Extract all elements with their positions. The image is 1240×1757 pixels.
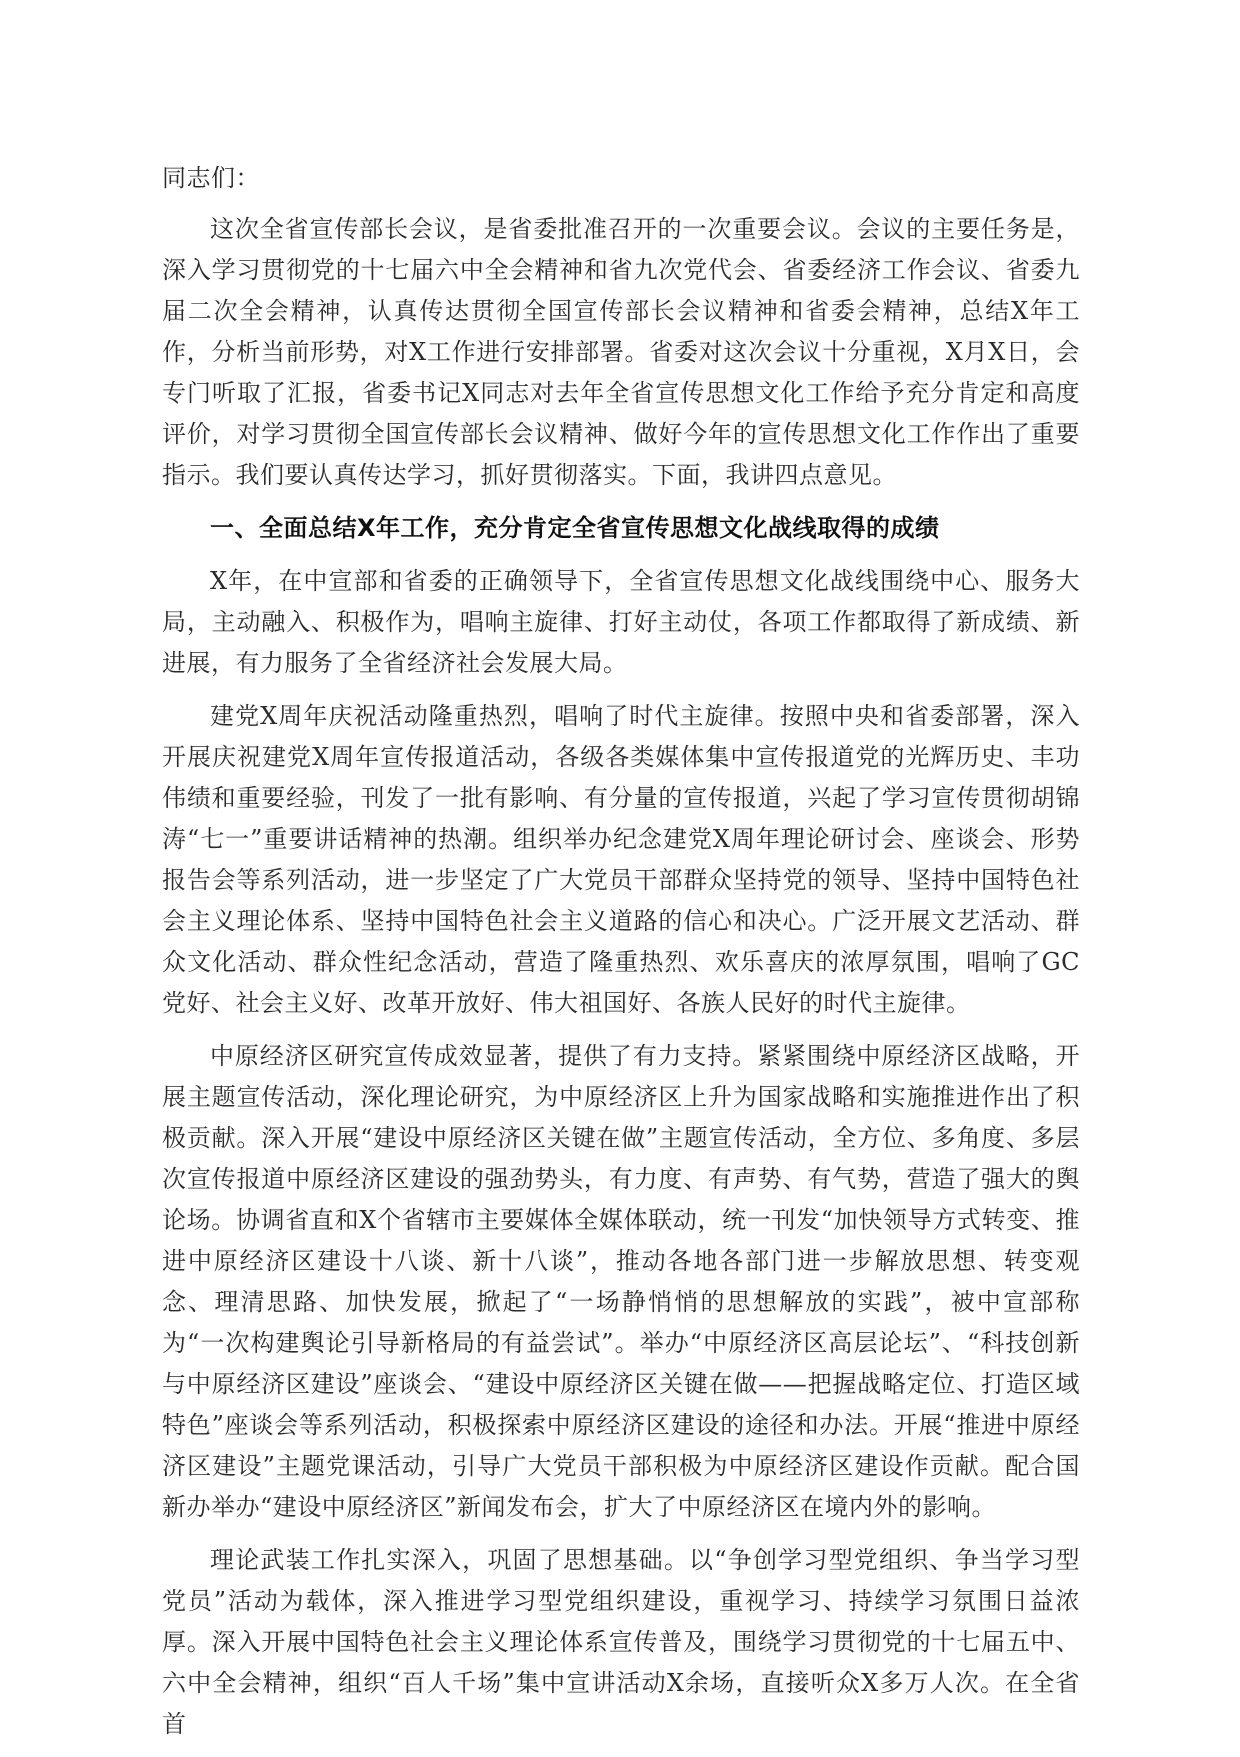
paragraph-intro: 这次全省宣传部长会议，是省委批准召开的一次重要会议。会议的主要任务是，深入学习贯彻党的十七届六中全会精神和省九次党代会、省委经济工作会议、省委九届二次全会精神，认真传达贯彻全国宣传部长会议精神和省委会精神，总结X年工作，分析当前形势，对X工作进行安排部署。省委对这次会议十分重视，X月X日，会专门听取了汇报，省委书记X同志对去年全省宣传思想文化工作给予充分肯定和高度评价，对学习贯彻全国宣传部长会议精神、做好今年的宣传思想文化工作作出了重要指示。我们要认真传达学习，抓好贯彻落实。下面，我讲四点意见。 xyxy=(162,215,1080,489)
paragraph-party-anniversary: 建党X周年庆祝活动隆重热烈，唱响了时代主旋律。按照中央和省委部署，深入开展庆祝建党X周年宣传报道活动，各级各类媒体集中宣传报道党的光辉历史、丰功伟绩和重要经验，刊发了一批有影响、有分量的宣传报道，兴起了学习宣传贯彻胡锦涛“七一”重要讲话精神的热潮。组织举办纪念建党X周年理论研讨会、座谈会、形势报告会等系列活动，进一步坚定了广大党员干部群众坚持党的领导、坚持中国特色社会主义理论体系、坚持中国特色社会主义道路的信心和决心。广泛开展文艺活动、群众文化活动、群众性纪念活动，营造了隆重热烈、欢乐喜庆的浓厚氛围，唱响了GC党好、社会主义好、改革开放好、伟大祖国好、各族人民好的时代主旋律。 xyxy=(162,702,1080,1017)
salutation: 同志们： xyxy=(162,164,260,192)
paragraph-summary: X年，在中宣部和省委的正确领导下，全省宣传思想文化战线围绕中心、服务大局，主动融入、积极作为，唱响主旋律、打好主动仗，各项工作都取得了新成绩、新进展，有力服务了全省经济社会发展大局。 xyxy=(162,567,1080,677)
paragraph-central-plains: 中原经济区研究宣传成效显著，提供了有力支持。紧紧围绕中原经济区战略，开展主题宣传活动，深化理论研究，为中原经济区上升为国家战略和实施推进作出了积极贡献。深入开展“建设中原经济区关键在做”主题宣传活动，全方位、多角度、多层次宣传报道中原经济区建设的强劲势头，有力度、有声势、有气势，营造了强大的舆论场。协调省直和X个省辖市主要媒体全媒体联动，统一刊发“加快领导方式转变、推进中原经济区建设十八谈、新十八谈”，推动各地各部门进一步解放思想、转变观念、理清思路、加快发展，掀起了“一场静悄悄的思想解放的实践”，被中宣部称为“一次构建舆论引导新格局的有益尝试”。举办“中原经济区高层论坛”、“科技创新与中原经济区建设”座谈会、“建设中原经济区关键在做——把握战略定位、打造区域特色”座谈会等系列活动，积极探索中原经济区建设的途径和办法。开展“推进中原经济区建设”主题党课活动，引导广大党员干部积极为中原经济区建设作贡献。配合国新办举办“建设中原经济区”新闻发布会，扩大了中原经济区在境内外的影响。 xyxy=(162,1042,1080,1521)
document-body xyxy=(162,158,1080,1757)
paragraph-theory: 理论武装工作扎实深入，巩固了思想基础。以“争创学习型党组织、争当学习型党员”活动为载体，深入推进学习型党组织建设，重视学习、持续学习氛围日益浓厚。深入开展中国特色社会主义理论体系宣传普及，围绕学习贯彻党的十七届五中、六中全会精神，组织“百人千场”集中宣讲活动X余场，直接听众X多万人次。在全省首 xyxy=(162,1546,1080,1738)
section-heading: 一、全面总结X年工作，充分肯定全省宣传思想文化战线取得的成绩 xyxy=(210,514,940,542)
